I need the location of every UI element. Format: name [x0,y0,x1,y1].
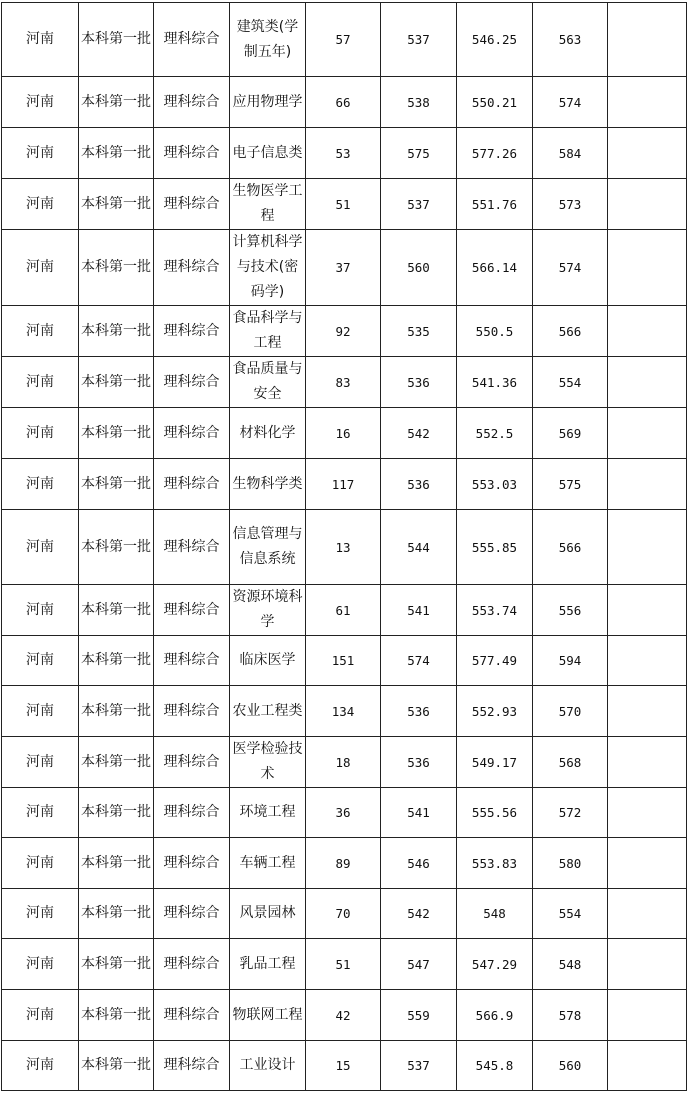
table-row [2,838,687,889]
table-row [2,230,687,306]
subject-cell: 理科综合 [154,737,230,788]
quota-cell: 42 [306,990,381,1041]
min-score-cell: 537 [381,1041,457,1091]
max-score-cell: 574 [533,77,608,128]
min-score-cell: 560 [381,230,457,306]
province-cell: 河南 [2,306,79,357]
table-row [2,510,687,585]
max-score-cell: 560 [533,1041,608,1091]
note-cell [608,459,687,510]
major-cell: 材料化学 [230,408,306,459]
avg-score-cell: 566.14 [457,230,533,306]
batch-cell: 本科第一批 [79,990,154,1041]
batch-cell: 本科第一批 [79,636,154,686]
subject-cell: 理科综合 [154,179,230,230]
province-cell: 河南 [2,889,79,939]
min-score-cell: 541 [381,788,457,838]
avg-score-cell: 555.56 [457,788,533,838]
min-score-cell: 546 [381,838,457,889]
max-score-cell: 569 [533,408,608,459]
max-score-cell: 574 [533,230,608,306]
avg-score-cell: 541.36 [457,357,533,408]
avg-score-cell: 547.29 [457,939,533,990]
min-score-cell: 536 [381,459,457,510]
min-score-cell: 559 [381,990,457,1041]
avg-score-cell: 545.8 [457,1041,533,1091]
note-cell [608,128,687,179]
min-score-cell: 542 [381,889,457,939]
table-row [2,179,687,230]
province-cell: 河南 [2,459,79,510]
subject-cell: 理科综合 [154,408,230,459]
quota-cell: 51 [306,939,381,990]
table-row [2,128,687,179]
min-score-cell: 535 [381,306,457,357]
avg-score-cell: 550.21 [457,77,533,128]
province-cell: 河南 [2,939,79,990]
note-cell [608,357,687,408]
subject-cell: 理科综合 [154,990,230,1041]
province-cell: 河南 [2,357,79,408]
major-cell: 建筑类(学制五年) [230,3,306,77]
subject-cell: 理科综合 [154,77,230,128]
min-score-cell: 544 [381,510,457,585]
table-row [2,737,687,788]
batch-cell: 本科第一批 [79,788,154,838]
quota-cell: 16 [306,408,381,459]
subject-cell: 理科综合 [154,510,230,585]
subject-cell: 理科综合 [154,636,230,686]
batch-cell: 本科第一批 [79,306,154,357]
quota-cell: 36 [306,788,381,838]
major-cell: 物联网工程 [230,990,306,1041]
batch-cell: 本科第一批 [79,230,154,306]
table-row [2,686,687,737]
quota-cell: 13 [306,510,381,585]
avg-score-cell: 552.93 [457,686,533,737]
major-cell: 医学检验技术 [230,737,306,788]
province-cell: 河南 [2,510,79,585]
min-score-cell: 536 [381,357,457,408]
note-cell [608,737,687,788]
max-score-cell: 584 [533,128,608,179]
major-cell: 信息管理与信息系统 [230,510,306,585]
major-cell: 农业工程类 [230,686,306,737]
min-score-cell: 541 [381,585,457,636]
batch-cell: 本科第一批 [79,686,154,737]
quota-cell: 117 [306,459,381,510]
batch-cell: 本科第一批 [79,1041,154,1091]
province-cell: 河南 [2,788,79,838]
subject-cell: 理科综合 [154,3,230,77]
max-score-cell: 563 [533,3,608,77]
subject-cell: 理科综合 [154,686,230,737]
max-score-cell: 594 [533,636,608,686]
note-cell [608,939,687,990]
avg-score-cell: 552.5 [457,408,533,459]
max-score-cell: 554 [533,357,608,408]
avg-score-cell: 551.76 [457,179,533,230]
quota-cell: 18 [306,737,381,788]
major-cell: 生物科学类 [230,459,306,510]
batch-cell: 本科第一批 [79,939,154,990]
note-cell [608,990,687,1041]
major-cell: 乳品工程 [230,939,306,990]
province-cell: 河南 [2,230,79,306]
table-row [2,788,687,838]
quota-cell: 15 [306,1041,381,1091]
major-cell: 风景园林 [230,889,306,939]
table-row [2,1041,687,1091]
max-score-cell: 573 [533,179,608,230]
major-cell: 环境工程 [230,788,306,838]
subject-cell: 理科综合 [154,939,230,990]
table-row [2,408,687,459]
note-cell [608,686,687,737]
batch-cell: 本科第一批 [79,128,154,179]
avg-score-cell: 555.85 [457,510,533,585]
batch-cell: 本科第一批 [79,510,154,585]
note-cell [608,306,687,357]
quota-cell: 66 [306,77,381,128]
major-cell: 生物医学工程 [230,179,306,230]
max-score-cell: 578 [533,990,608,1041]
batch-cell: 本科第一批 [79,737,154,788]
major-cell: 计算机科学与技术(密码学) [230,230,306,306]
note-cell [608,636,687,686]
max-score-cell: 570 [533,686,608,737]
max-score-cell: 572 [533,788,608,838]
note-cell [608,889,687,939]
table-row [2,3,687,77]
province-cell: 河南 [2,1041,79,1091]
major-cell: 食品质量与安全 [230,357,306,408]
batch-cell: 本科第一批 [79,408,154,459]
avg-score-cell: 577.26 [457,128,533,179]
table-row [2,306,687,357]
table-row [2,889,687,939]
avg-score-cell: 550.5 [457,306,533,357]
major-cell: 工业设计 [230,1041,306,1091]
table-row [2,357,687,408]
max-score-cell: 548 [533,939,608,990]
batch-cell: 本科第一批 [79,179,154,230]
note-cell [608,788,687,838]
province-cell: 河南 [2,585,79,636]
admission-score-table [1,2,687,1091]
quota-cell: 61 [306,585,381,636]
subject-cell: 理科综合 [154,128,230,179]
major-cell: 食品科学与工程 [230,306,306,357]
table-row [2,939,687,990]
min-score-cell: 574 [381,636,457,686]
max-score-cell: 566 [533,510,608,585]
subject-cell: 理科综合 [154,306,230,357]
subject-cell: 理科综合 [154,838,230,889]
max-score-cell: 568 [533,737,608,788]
major-cell: 临床医学 [230,636,306,686]
max-score-cell: 566 [533,306,608,357]
province-cell: 河南 [2,990,79,1041]
avg-score-cell: 548 [457,889,533,939]
score-sheet [1,2,687,1091]
table-body [2,3,687,1091]
batch-cell: 本科第一批 [79,838,154,889]
quota-cell: 134 [306,686,381,737]
note-cell [608,77,687,128]
min-score-cell: 542 [381,408,457,459]
min-score-cell: 537 [381,179,457,230]
subject-cell: 理科综合 [154,889,230,939]
table-row [2,636,687,686]
batch-cell: 本科第一批 [79,3,154,77]
note-cell [608,1041,687,1091]
min-score-cell: 538 [381,77,457,128]
batch-cell: 本科第一批 [79,459,154,510]
major-cell: 资源环境科学 [230,585,306,636]
max-score-cell: 554 [533,889,608,939]
quota-cell: 53 [306,128,381,179]
note-cell [608,585,687,636]
min-score-cell: 536 [381,737,457,788]
avg-score-cell: 553.83 [457,838,533,889]
max-score-cell: 580 [533,838,608,889]
quota-cell: 51 [306,179,381,230]
table-row [2,990,687,1041]
avg-score-cell: 553.74 [457,585,533,636]
quota-cell: 83 [306,357,381,408]
avg-score-cell: 553.03 [457,459,533,510]
subject-cell: 理科综合 [154,1041,230,1091]
province-cell: 河南 [2,3,79,77]
quota-cell: 151 [306,636,381,686]
province-cell: 河南 [2,128,79,179]
avg-score-cell: 566.9 [457,990,533,1041]
province-cell: 河南 [2,636,79,686]
batch-cell: 本科第一批 [79,889,154,939]
subject-cell: 理科综合 [154,459,230,510]
note-cell [608,3,687,77]
major-cell: 应用物理学 [230,77,306,128]
note-cell [608,230,687,306]
quota-cell: 37 [306,230,381,306]
avg-score-cell: 546.25 [457,3,533,77]
min-score-cell: 575 [381,128,457,179]
table-row [2,77,687,128]
min-score-cell: 537 [381,3,457,77]
table-row [2,585,687,636]
table-row [2,459,687,510]
note-cell [608,510,687,585]
major-cell: 车辆工程 [230,838,306,889]
max-score-cell: 556 [533,585,608,636]
quota-cell: 92 [306,306,381,357]
province-cell: 河南 [2,179,79,230]
province-cell: 河南 [2,77,79,128]
min-score-cell: 536 [381,686,457,737]
province-cell: 河南 [2,408,79,459]
batch-cell: 本科第一批 [79,585,154,636]
province-cell: 河南 [2,686,79,737]
note-cell [608,179,687,230]
major-cell: 电子信息类 [230,128,306,179]
quota-cell: 70 [306,889,381,939]
province-cell: 河南 [2,737,79,788]
province-cell: 河南 [2,838,79,889]
subject-cell: 理科综合 [154,585,230,636]
quota-cell: 89 [306,838,381,889]
batch-cell: 本科第一批 [79,357,154,408]
quota-cell: 57 [306,3,381,77]
min-score-cell: 547 [381,939,457,990]
subject-cell: 理科综合 [154,230,230,306]
subject-cell: 理科综合 [154,788,230,838]
batch-cell: 本科第一批 [79,77,154,128]
avg-score-cell: 549.17 [457,737,533,788]
avg-score-cell: 577.49 [457,636,533,686]
note-cell [608,408,687,459]
note-cell [608,838,687,889]
max-score-cell: 575 [533,459,608,510]
subject-cell: 理科综合 [154,357,230,408]
